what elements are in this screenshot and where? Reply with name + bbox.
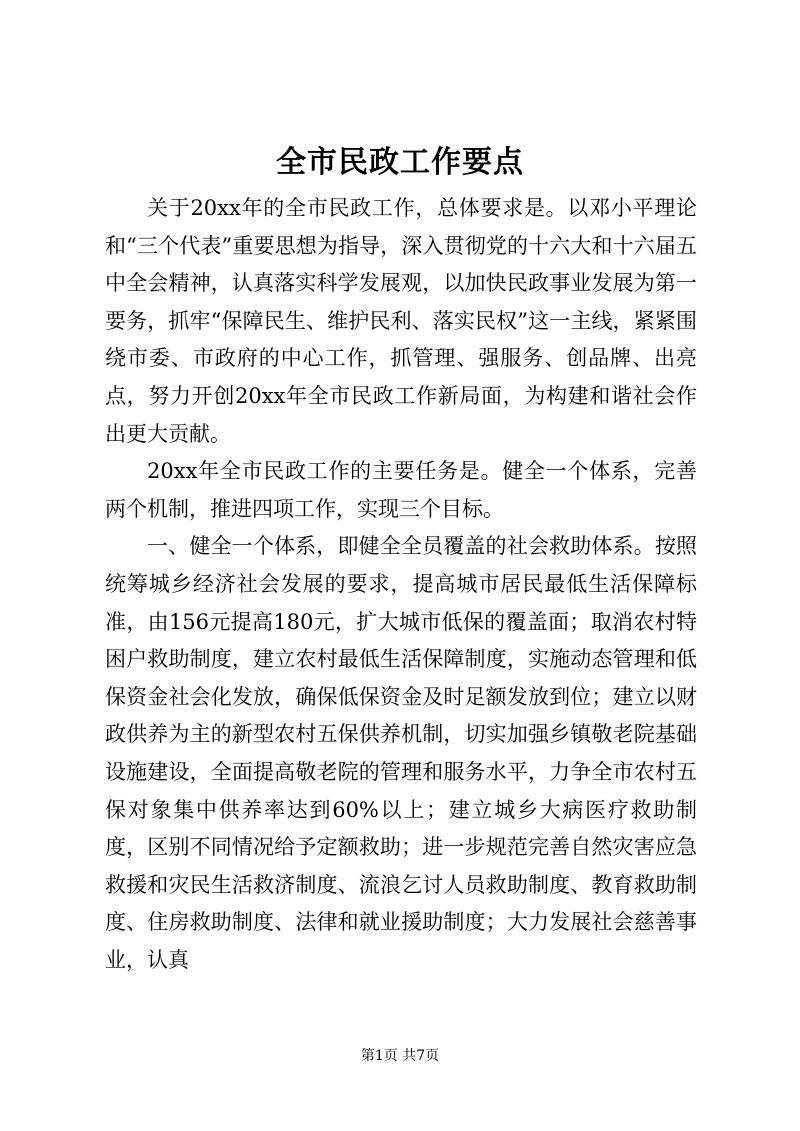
document-body: [105, 190, 697, 979]
paragraph-main-tasks: 20xx年全市民政工作的主要任务是。健全一个体系，完善两个机制，推进四项工作，实现三个目标。: [105, 459, 697, 521]
paragraph-intro: 关于20xx年的全市民政工作，总体要求是。以邓小平理论和“三个代表”重要思想为指导，深入贯彻党的十六大和十六届五中全会精神，认真落实科学发展观，以加快民政事业发展为第一要务，抓牢“保障民生、维护民利、落实民权”这一主线，紧紧围绕市委、市政府的中心工作，抓管理、强服务、创品牌、出亮点，努力开创20xx年全市民政工作新局面，为构建和谐社会作出更大贡献。: [105, 196, 697, 446]
page-title: 全市民政工作要点: [276, 145, 524, 180]
paragraph-section-one: 一、健全一个体系，即健全全员覆盖的社会救助体系。按照统筹城乡经济社会发展的要求，提高城市居民最低生活保障标准，由156元提高180元，扩大城市低保的覆盖面；取消农村特困户救助制度，建立农村最低生活保障制度，实施动态管理和低保资金社会化发放，确保低保资金及时足额发放到位；建立以财政供养为主的新型农村五保供养机制，切实加强乡镇敬老院基础设施建设，全面提高敬老院的管理和服务水平，力争全市农村五保对象集中供养率达到60%以上；建立城乡大病医疗救助制度，区别不同情况给予定额救助；进一步规范完善自然灾害应急救援和灾民生活救济制度、流浪乞讨人员救助制度、教育救助制度、住房救助制度、法律和就业援助制度；大力发展社会慈善事业，认真: [105, 534, 697, 972]
page-number-footer: 第1页 共7页: [360, 1048, 440, 1064]
